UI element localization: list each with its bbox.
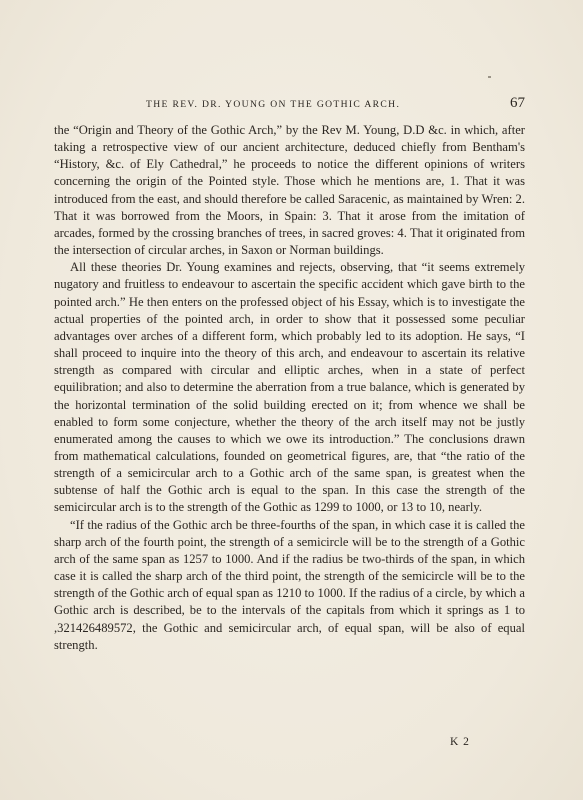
running-title: THE REV. DR. YOUNG ON THE GOTHIC ARCH. [146, 99, 401, 110]
page-number: 67 [510, 95, 525, 111]
page-speck [488, 76, 491, 78]
signature-mark: K 2 [450, 736, 470, 748]
paragraph-3: “If the radius of the Gothic arch be three-fourths of the span, in which case it is called the sharp arch of the fourth point, the strength of a semicircle will be to the strength of a Gothic arch of the same span as 1257 to 1000. And if the radius be two-thirds of the span, in which case it is called the sharp arch of the third point, the strength of the semicircle will be to the strength of the Gothic arch of equal span as 1210 to 1000. If the radius of a circle, by which a Gothic arch is described, be to the intervals of the capitals from which it springs as 1 to ,321426489572, the Gothic and semicircular arch, of equal span, will be also of equal strength. [54, 517, 525, 652]
paragraph-1: the “Origin and Theory of the Gothic Arch,” by the Rev M. Young, D.D &c. in which, after taking a retrospective view of our ancient architecture, deduced chiefly from Bentham's “History, &c. of Ely Cathedral,” he proceeds to notice the different opinions of writers concerning the origin of the Pointed style. Those which he mentions are, 1. That it was introduced from the east, and should therefore be called Saracenic, as maintained by Wren: 2. That it was borrowed from the Moors, in Spain: 3. That it arose from the imitation of arcades, formed by the crossing branches of trees, in sacred groves: 4. That it originated from the intersection of circular arches, in Saxon or Norman buildings. [54, 123, 525, 258]
body-text [54, 122, 525, 654]
paragraph-2: All these theories Dr. Young examines and rejects, observing, that “it seems extremely nugatory and fruitless to endeavour to ascertain the specific accident which gave birth to the pointed arch.” He then enters on the professed object of his Essay, which is to investigate the actual properties of the pointed arch, in order to show that it possessed some peculiar advantages over arches of a different form, which probably led to its adoption. He says, “I shall proceed to inquire into the theory of this arch, and endeavour to ascertain its relative strength as compared with circular and elliptic arches, when in a state of perfect equilibration; and also to determine the aberration from a true balance, which is generated by the horizontal termination of the solid building erected on it; from whence we shall be enabled to form some conjecture, whether the theory of the arch itself may not be justly enumerated among the causes to which we owe its introduction.” The conclusions drawn from mathematical calculations, founded on geometrical figures, are, that “the ratio of the strength of a semicircular arch to a Gothic arch of the same span, is greatest when the subtense of half the Gothic arch is equal to the span. In this case the strength of the semicircular arch is to the strength of the Gothic as 1299 to 1000, or 13 to 10, nearly. [54, 260, 525, 515]
running-header [54, 95, 525, 116]
